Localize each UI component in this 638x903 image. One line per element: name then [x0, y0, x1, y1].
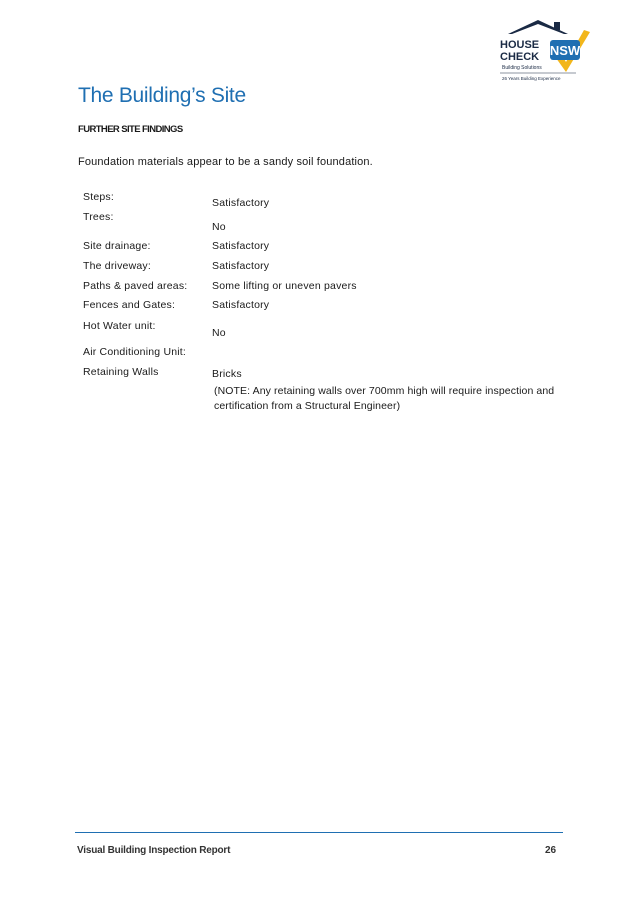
row-label-retaining-walls: Retaining Walls [83, 366, 159, 378]
row-label-paths: Paths & paved areas: [83, 280, 188, 292]
row-label-air-conditioning: Air Conditioning Unit: [83, 346, 187, 358]
logo-years: 26 Years Building Experience [502, 76, 561, 81]
logo-tagline: Building Solutions [502, 65, 542, 71]
row-label-driveway: The driveway: [83, 260, 151, 272]
row-label-trees: Trees: [83, 211, 114, 223]
logo-badge: NSW [549, 43, 581, 58]
row-value-paths: Some lifting or uneven pavers [212, 280, 357, 292]
row-value-trees: No [212, 221, 226, 233]
retaining-walls-note: (NOTE: Any retaining walls over 700mm high will require inspection and certification from a Structural Engineer) [214, 385, 555, 412]
row-label-steps: Steps: [83, 191, 114, 203]
row-value-driveway: Satisfactory [212, 260, 270, 272]
foundation-note: Foundation materials appear to be a sandy soil foundation. [78, 156, 373, 168]
house-check-nsw-logo [494, 18, 594, 92]
row-label-hot-water: Hot Water unit: [83, 320, 156, 332]
row-label-site-drainage: Site drainage: [83, 240, 151, 252]
page-title: The Building’s Site [78, 84, 246, 107]
row-value-fences: Satisfactory [212, 299, 270, 311]
logo-line1: HOUSE [500, 39, 540, 51]
logo-line2: CHECK [500, 51, 540, 63]
footer-page-number: 26 [545, 845, 557, 856]
row-label-fences: Fences and Gates: [83, 299, 176, 311]
section-subheading: FURTHER SITE FINDINGS [78, 124, 183, 135]
footer-divider [75, 832, 563, 833]
row-value-hot-water: No [212, 327, 226, 339]
row-value-site-drainage: Satisfactory [212, 240, 270, 252]
row-value-steps: Satisfactory [212, 197, 270, 209]
row-value-retaining-walls: Bricks [212, 368, 242, 380]
footer-report-name: Visual Building Inspection Report [77, 845, 231, 856]
